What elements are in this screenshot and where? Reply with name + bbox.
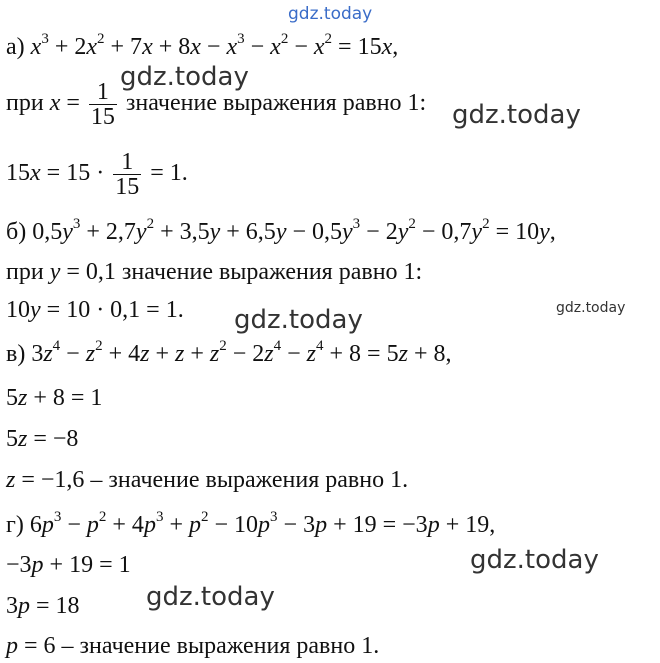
coefficient: 15 (6, 160, 30, 187)
condition-text: значение выражения равно 1: (121, 259, 423, 285)
expression-end: = 1. (150, 160, 188, 187)
part-a-condition (6, 80, 426, 129)
condition-prefix: при (6, 90, 44, 117)
part-b-equation: б) $0,5y^3 + 2,7y^2 + 3,5y + 6,5y - 0,5y^3 - 2y^2 - 0,7y^2 = 10y$, (6, 216, 556, 245)
part-b-label: б) (6, 219, 27, 245)
watermark: gdz.today (470, 545, 599, 575)
watermark: gdz.today (452, 100, 581, 130)
part-c-answer: z = −1,6 – значение выражения равно 1. (6, 467, 409, 493)
watermark: gdz.today (556, 300, 626, 316)
watermark-top: gdz.today (288, 4, 373, 24)
part-b-result: 10y = 10 · 0,1 = 1. (6, 297, 184, 323)
variable: x (49, 90, 61, 117)
condition-prefix: при (6, 259, 44, 285)
answer-text: – значение выражения равно 1. (90, 467, 409, 493)
expression: = 15 · (46, 160, 105, 187)
fraction (89, 80, 117, 129)
fraction-denominator: 15 (115, 174, 140, 200)
variable: x (30, 160, 41, 187)
part-d-step2: 3p = 18 (6, 593, 80, 619)
part-a-result (6, 150, 188, 199)
fraction-numerator: 1 (96, 79, 109, 105)
part-c-label: в) (6, 341, 26, 367)
part-a-label: а) (6, 34, 25, 60)
part-d-equation: г) $6p^3 - p^2 + 4p^3 + p^2 - 10p^3 - 3p + 19 = -3p + 19$, (6, 509, 496, 538)
part-d-label: г) (6, 512, 24, 538)
part-c-equation: в) $3z^4 - z^2 + 4z + z + z^2 - 2z^4 - z^4 + 8 = 5z + 8$, (6, 338, 452, 367)
condition-text: значение выражения равно 1: (125, 90, 427, 117)
fraction-numerator: 1 (121, 149, 134, 175)
watermark: gdz.today (120, 62, 249, 92)
part-a-equation: а) $x^3 + 2x^2 + 7x + 8x - x^3 - x^2 - x^2 = 15x$, (6, 31, 399, 60)
fraction (113, 150, 141, 199)
fraction-denominator: 15 (90, 104, 115, 130)
condition-value: = 0,1 (66, 259, 116, 285)
equals-sign: = (66, 90, 80, 117)
answer-text: – значение выражения равно 1. (61, 633, 380, 659)
part-c-step2: 5z = −8 (6, 426, 79, 452)
part-d-step1: −3p + 19 = 1 (6, 552, 131, 578)
part-b-condition: при y = 0,1 значение выражения равно 1: (6, 259, 423, 285)
part-c-step1: 5z + 8 = 1 (6, 385, 103, 411)
watermark: gdz.today (234, 305, 363, 335)
part-d-answer: p = 6 – значение выражения равно 1. (6, 633, 380, 659)
watermark: gdz.today (146, 582, 275, 612)
expression: = 10 · 0,1 = 1. (46, 297, 184, 323)
